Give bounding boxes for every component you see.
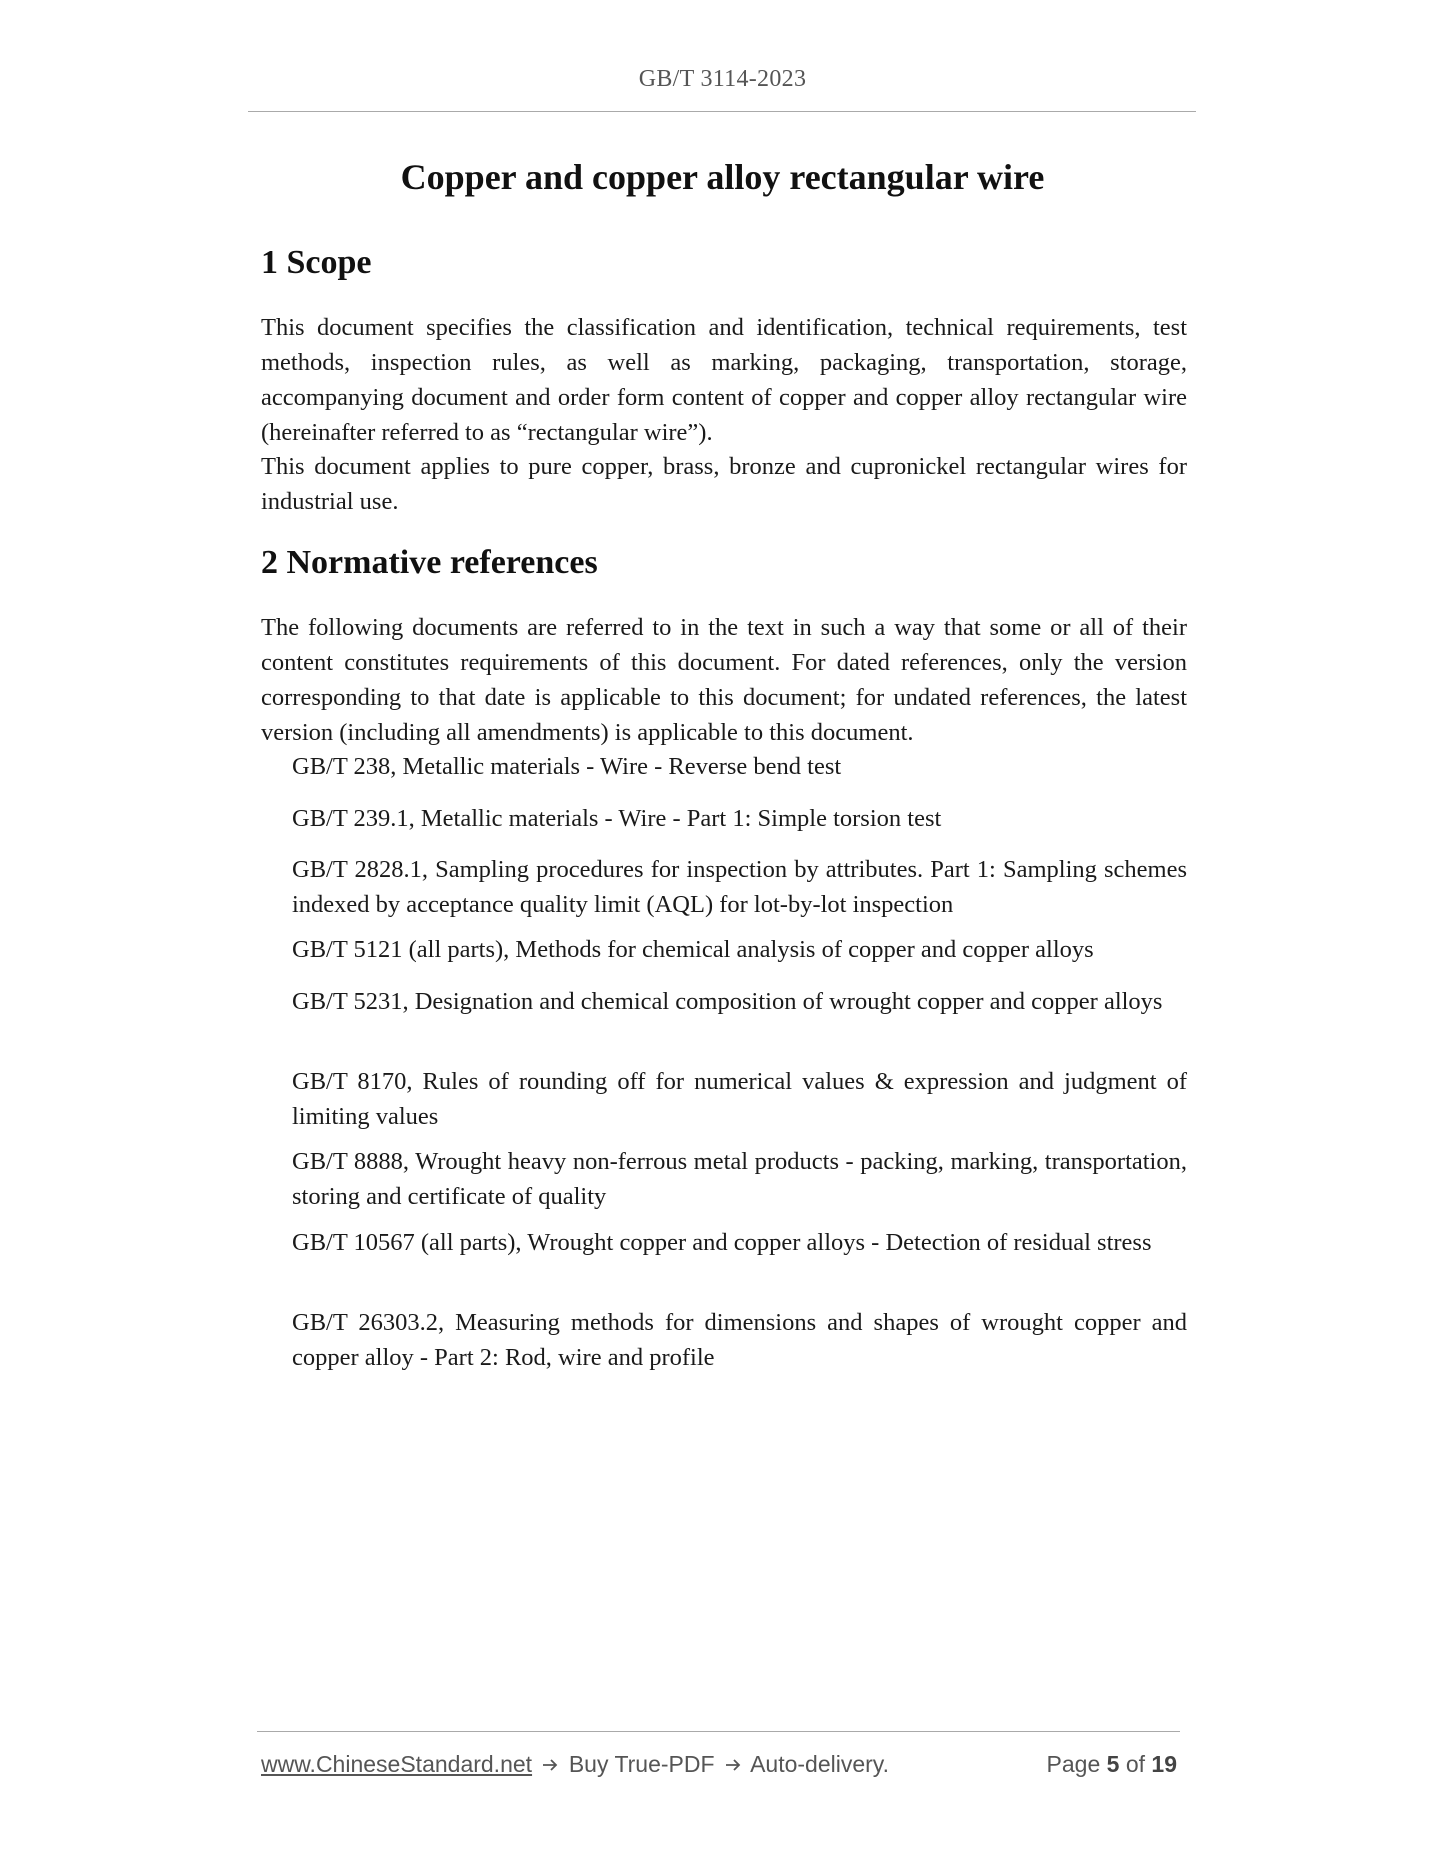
- page-footer: [261, 1751, 1181, 1783]
- website-link[interactable]: www.ChineseStandard.net: [261, 1751, 533, 1777]
- auto-delivery-text: Auto-delivery.: [750, 1751, 889, 1777]
- normative-intro-paragraph: The following documents are referred to in the text in such a way that some or all of their content constitutes requirements of this document. For dated references, only the version corresponding to that date is applicable to this document; for undated references, the latest version (including all amendments) is applicable to this document.: [261, 614, 1187, 746]
- reference-item: GB/T 5231, Designation and chemical composition of wrought copper and copper alloys: [292, 988, 1163, 1015]
- footer-divider: [257, 1731, 1180, 1732]
- section-heading-scope: 1 Scope: [261, 244, 372, 281]
- reference-item: GB/T 10567 (all parts), Wrought copper and copper alloys - Detection of residual stress: [292, 1229, 1152, 1256]
- buy-true-pdf-text: Buy True-PDF: [568, 1751, 715, 1777]
- footer-promo: [261, 1751, 889, 1778]
- reference-item: GB/T 239.1, Metallic materials - Wire - Part 1: Simple torsion test: [292, 805, 942, 832]
- reference-item: GB/T 8888, Wrought heavy non-ferrous metal products - packing, marking, transportation, storing and certificate of quality: [292, 1148, 1187, 1210]
- section-heading-normative-references: 2 Normative references: [261, 544, 598, 581]
- reference-item: GB/T 2828.1, Sampling procedures for inspection by attributes. Part 1: Sampling schemes indexed by acceptance quality limit (AQL) for lot-by-lot inspection: [292, 856, 1187, 918]
- standard-code-header: GB/T 3114-2023: [638, 66, 807, 92]
- page-total-number: 19: [1151, 1751, 1177, 1777]
- page-of-label: of: [1125, 1751, 1146, 1777]
- page-indicator: [1047, 1751, 1177, 1778]
- reference-item: GB/T 238, Metallic materials - Wire - Reverse bend test: [292, 753, 842, 780]
- header-divider: [248, 111, 1196, 112]
- document-title: Copper and copper alloy rectangular wire: [400, 157, 1045, 197]
- reference-item: GB/T 26303.2, Measuring methods for dimensions and shapes of wrought copper and copper alloy - Part 2: Rod, wire and profile: [292, 1309, 1187, 1371]
- page-label: Page: [1046, 1751, 1101, 1777]
- page-current-number: 5: [1106, 1751, 1120, 1777]
- right-arrow-icon: [542, 1751, 558, 1778]
- right-arrow-icon: [725, 1751, 741, 1778]
- scope-paragraph-2: This document applies to pure copper, brass, bronze and cupronickel rectangular wires for industrial use.: [261, 453, 1187, 515]
- reference-item: GB/T 5121 (all parts), Methods for chemical analysis of copper and copper alloys: [292, 936, 1094, 963]
- scope-paragraph-1: This document specifies the classification and identification, technical requirements, test methods, inspection rules, as well as marking, packaging, transportation, storage, accompanying document and order form content of copper and copper alloy rectangular wire (hereinafter referred to as “rectangular wire”).: [261, 314, 1187, 446]
- reference-item: GB/T 8170, Rules of rounding off for numerical values & expression and judgment of limiting values: [292, 1068, 1187, 1130]
